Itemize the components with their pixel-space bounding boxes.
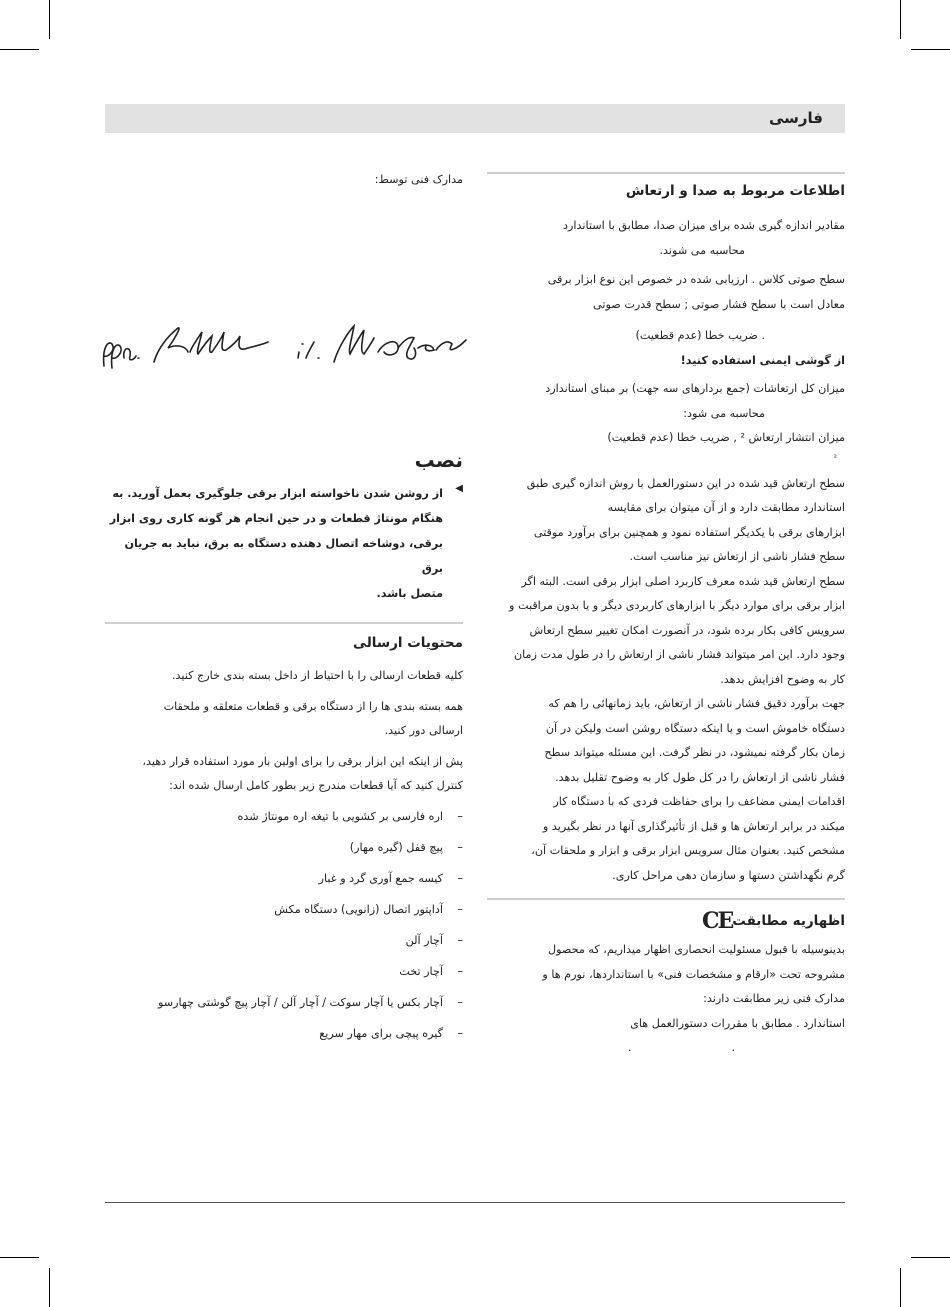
vibration-paragraph-line: فشار ناشی از ارتعاش را در کل طول کار به وضوح تقلیل بدهد.: [555, 770, 845, 784]
sound-class-line: سطح صوتی کلاس . ارزیابی شده در خصوص این نوع ابزار برقی: [547, 273, 845, 286]
conformity-line: مدارک فنی زیر مطابقت دارند:: [703, 992, 845, 1005]
install-warning-line: متصل باشد.: [376, 587, 443, 600]
install-warning-line: هنگام مونتاژ قطعات و در حین انجام هر گونه کاری روی ابزار: [109, 512, 443, 525]
crop-mark-tr-h: [911, 49, 950, 50]
crop-mark-tl-h: [0, 49, 39, 50]
dot: .: [627, 1041, 632, 1054]
ce-mark-icon: CE: [702, 908, 733, 934]
conformity-heading: [487, 906, 845, 936]
delivery-paragraph: همه بسته بندی ها را از دستگاه برقی و قطعات متعلقه و ملحقات: [163, 699, 463, 713]
conformity-title: اظهاریه مطابقت: [732, 913, 845, 929]
vibration-paragraph-line: سرویس کافی بکار برده شود، در آنصورت امکان تغییر سطح ارتعاش: [529, 623, 845, 637]
vibration-line: میزان کل ارتعاشات (جمع بردارهای سه جهت) بر مبنای استاندارد: [545, 382, 845, 395]
section-rule: [487, 172, 845, 174]
conformity-line: استاندارد . مطابق با مقررات دستورالعمل های: [630, 1016, 845, 1030]
list-item: – گیره پیچی برای مهار سریع: [105, 1022, 463, 1047]
vibration-paragraph-line: ابزار برقی برای موارد دیگر با ابزارهای کاربردی دیگر و یا بدون مراقبت و: [509, 599, 845, 612]
superscript-two: ²: [833, 452, 837, 462]
section-rule: [105, 622, 463, 624]
install-heading: نصب: [414, 448, 463, 472]
delivery-heading: محتویات ارسالی: [353, 635, 463, 651]
section-rule: [487, 898, 845, 900]
list-item: – اره فارسی بر کشویی با تیغه اره مونتاژ شده: [105, 805, 463, 830]
install-warning-line: از روشن شدن ناخواسته ابزار برقی جلوگیری بعمل آورید. به: [112, 487, 443, 500]
vibration-paragraph-line: زمان بکار گرفته نمیشود، در نظر گرفت. این مسئله میتواند سطح: [544, 746, 845, 759]
ear-protection-warning: از گوشی ایمنی استفاده کنید!: [680, 353, 845, 367]
vibration-paragraph-line: کار به وضوح افزایش بدهد.: [720, 672, 845, 686]
list-item: – پیچ قفل (گیره مهار): [105, 836, 463, 861]
delivery-paragraph: کلیه قطعات ارسالی را با احتیاط از داخل بسته بندی خارج کنید.: [171, 669, 463, 682]
vibration-paragraph-line: اقدامات ایمنی مضاعف را برای حفاظت فردی که با دستگاه کار: [553, 795, 845, 808]
technical-docs-label: مدارک فنی توسط:: [374, 173, 463, 186]
left-column: [105, 168, 463, 193]
language-title: فارسی: [768, 109, 823, 127]
vibration-emission-line: میزان انتشار ارتعاش ² , ضریب خطا (عدم قطعیت): [607, 431, 845, 444]
vibration-paragraph-line: وجود دارد. این امر میتواند فشار ناشی از ارتعاش را در طول مدت زمان: [513, 648, 845, 661]
vibration-paragraph-line: سطح فشار ناشی از ارتعاش نیز مناسب است.: [629, 550, 845, 563]
signature-image: [98, 318, 468, 378]
right-column: [487, 172, 845, 1061]
list-item: – آداپتور اتصال (زانویی) دستگاه مکش: [105, 898, 463, 923]
left-column-body: [105, 445, 463, 1053]
delivery-items-list: [105, 805, 463, 1047]
vibration-paragraph-line: گرم نگهداشتن دستها و سازمان دهی مراحل کاری.: [612, 868, 845, 882]
warning-marker-icon: ◀: [455, 483, 463, 494]
install-warning-line: برقی، دوشاخه اتصال دهنده دستگاه به برق، نباید به جریان برق: [124, 537, 443, 575]
vibration-paragraph-line: سطح ارتعاش قید شده در این دستورالعمل با روش اندازه گیری طبق: [526, 476, 845, 490]
dot: .: [731, 1041, 735, 1054]
conformity-paragraph: [487, 938, 845, 1036]
vibration-paragraph: [487, 472, 845, 889]
sound-pressure-line: معادل است با سطح فشار صوتی ; سطح قدرت صوتی: [593, 297, 845, 311]
delivery-paragraph: پش از اینکه این ابزار برقی را برای اولین بار مورد استفاده قرار دهید،: [142, 754, 463, 768]
vibration-paragraph-line: استاندارد مطابقت دارد و از آن میتوان برای مقایسه: [607, 501, 845, 514]
vibration-line: محاسبه می شود:: [683, 406, 765, 420]
vibration-paragraph-line: ابزارهای برقی با یکدیگر استفاده نمود و همچنین برای برآورد موقتی: [533, 525, 845, 539]
conformity-line: بدینوسیله با قبول مسئولیت انحصاری اظهار میداریم، که محصول: [548, 943, 845, 956]
list-item: – آچار بکس یا آچار سوکت / آچار آلن / آچار پیچ گوشتی چهارسو: [105, 991, 463, 1016]
vibration-paragraph-line: مشخص کنید. بعنوان مثال سرویس ابزار برقی و ابزار و ملحقات آن،: [531, 844, 845, 857]
noise-intro-line: محاسبه می شوند.: [659, 243, 745, 257]
dot-marks: [487, 1036, 845, 1061]
noise-heading: اطلاعات مربوط به صدا و ارتعاش: [625, 183, 845, 199]
crop-mark-tr-v: [900, 0, 901, 39]
uncertainty-line: . ضریب خطا (عدم قطعیت): [635, 329, 765, 342]
delivery-paragraph: کنترل کنید که آیا قطعات مندرج زیر بطور کامل ارسال شده اند:: [169, 779, 463, 792]
install-warning: [105, 481, 463, 606]
install-warning-text: [105, 481, 443, 606]
footer-rule: [105, 1202, 845, 1203]
vibration-paragraph-line: دستگاه خاموش است و یا اینکه دستگاه روشن است ولیکن در آن: [545, 721, 845, 735]
delivery-paragraph: ارسالی دور کنید.: [384, 724, 463, 737]
list-item: – آچار تخت: [105, 960, 463, 985]
crop-mark-tl-v: [49, 0, 50, 39]
vibration-paragraph-line: سطح ارتعاش قید شده معرف کاربرد اصلی ابزار برقی است. البته اگر: [521, 574, 845, 588]
crop-mark-br-v: [900, 1268, 901, 1307]
list-item: – کیسه جمع آوری گرد و غبار: [105, 867, 463, 892]
vibration-paragraph-line: جهت برآورد دقیق فشار ناشی از ارتعاش، باید زمانهائی را هم که: [548, 697, 845, 710]
noise-intro-line: مقادیر اندازه گیری شده برای میزان صدا، مطابق با استاندارد: [563, 219, 845, 232]
crop-mark-bl-v: [49, 1268, 50, 1307]
crop-mark-bl-h: [0, 1257, 39, 1258]
conformity-line: مشروحه تحت «ارقام و مشخصات فنی» با استانداردها، نورم ها و: [542, 967, 845, 981]
list-item: – آچار آلن: [105, 929, 463, 954]
language-header-bar: [105, 104, 845, 133]
crop-mark-br-h: [911, 1257, 950, 1258]
vibration-paragraph-line: میکند در برابر ارتعاش ها و قبل از تأثیرگذاری آنها در نظر بگیرید و: [542, 819, 845, 833]
